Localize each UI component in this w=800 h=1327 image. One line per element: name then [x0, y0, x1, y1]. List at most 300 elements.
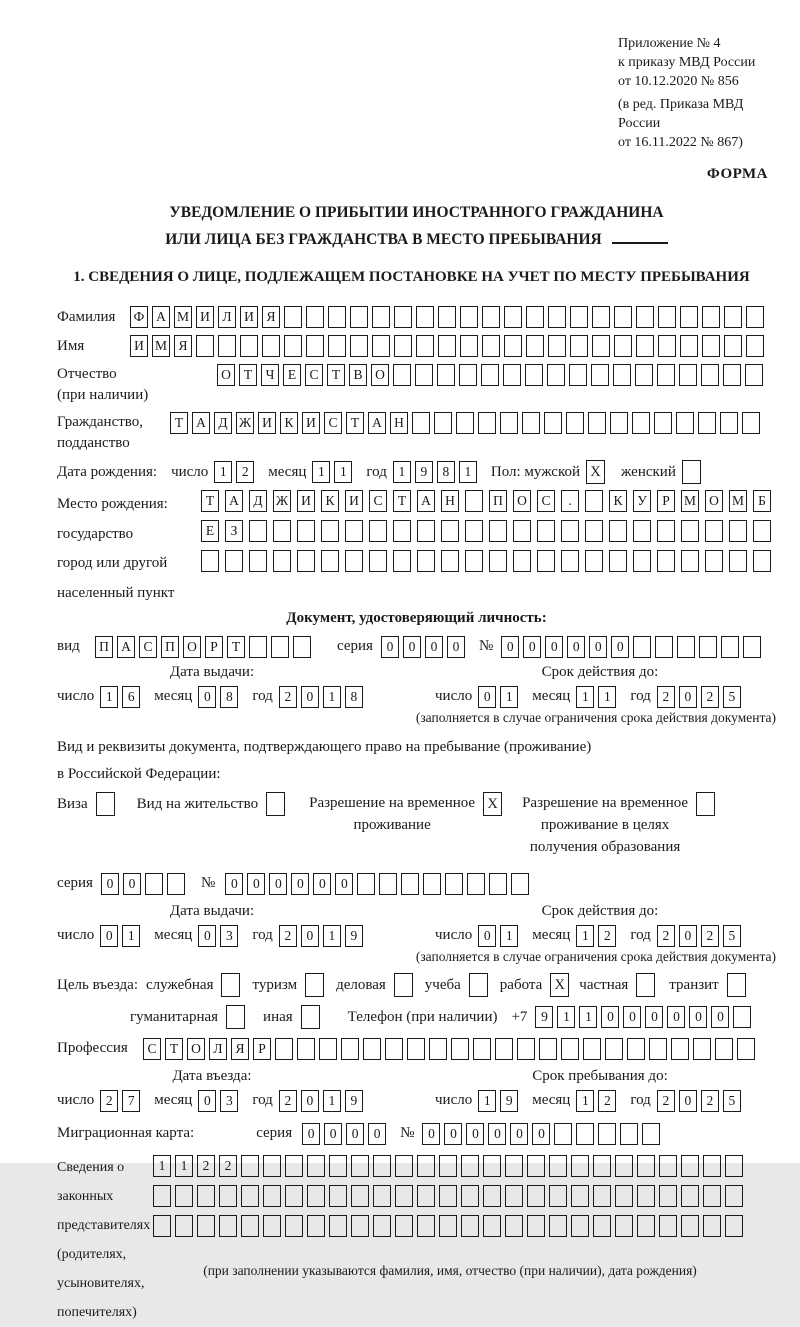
- surname-boxes-cell[interactable]: И: [240, 306, 258, 328]
- patronymic-boxes-cell[interactable]: Е: [283, 364, 301, 386]
- stay-issue-year-boxes-cell[interactable]: 2: [279, 925, 297, 947]
- representatives-row-3-cell[interactable]: [329, 1215, 347, 1237]
- citizenship-boxes-cell[interactable]: С: [324, 412, 342, 434]
- firstname-boxes-cell[interactable]: [658, 335, 676, 357]
- birth-place-row-3-cell[interactable]: [537, 550, 555, 572]
- representatives-row-3-cell[interactable]: [285, 1215, 303, 1237]
- representatives-row-3-cell[interactable]: [461, 1215, 479, 1237]
- firstname-boxes-cell[interactable]: [262, 335, 280, 357]
- citizenship-boxes-cell[interactable]: [654, 412, 672, 434]
- profession-boxes-cell[interactable]: [539, 1038, 557, 1060]
- representatives-row-1-cell[interactable]: [527, 1155, 545, 1177]
- birth-place-row-2-cell[interactable]: [729, 520, 747, 542]
- doc-number-boxes-cell[interactable]: [699, 636, 717, 658]
- representatives-row-1-cell[interactable]: [483, 1155, 501, 1177]
- birth-place-row-3-cell[interactable]: [681, 550, 699, 572]
- birth-place-row-2-cell[interactable]: [441, 520, 459, 542]
- stay-issue-month-boxes-cell[interactable]: 0: [198, 925, 216, 947]
- stay-number-boxes-cell[interactable]: [423, 873, 441, 895]
- birth-place-row-3-cell[interactable]: [633, 550, 651, 572]
- representatives-row-1-cell[interactable]: [549, 1155, 567, 1177]
- phone-boxes-cell[interactable]: 0: [601, 1006, 619, 1028]
- representatives-row-1-cell[interactable]: [461, 1155, 479, 1177]
- birth-place-row-1-cell[interactable]: Ж: [273, 490, 291, 512]
- identity-expiry-month-boxes-cell[interactable]: 1: [598, 686, 616, 708]
- phone-boxes-cell[interactable]: 0: [711, 1006, 729, 1028]
- birth-place-row-3-cell[interactable]: [273, 550, 291, 572]
- representatives-row-1-cell[interactable]: [593, 1155, 611, 1177]
- visa-checkbox[interactable]: [96, 792, 115, 816]
- identity-issue-year-boxes-cell[interactable]: 0: [301, 686, 319, 708]
- birth-place-row-1-cell[interactable]: [465, 490, 483, 512]
- birth-place-row-1-cell[interactable]: Б: [753, 490, 771, 512]
- surname-boxes-cell[interactable]: [614, 306, 632, 328]
- firstname-boxes-cell[interactable]: [746, 335, 764, 357]
- patronymic-boxes-cell[interactable]: [503, 364, 521, 386]
- patronymic-boxes-cell[interactable]: [569, 364, 587, 386]
- patronymic-boxes-cell[interactable]: [591, 364, 609, 386]
- phone-boxes-cell[interactable]: [733, 1006, 751, 1028]
- stay-expiry-year-boxes-cell[interactable]: 2: [657, 925, 675, 947]
- phone-boxes-cell[interactable]: 9: [535, 1006, 553, 1028]
- profession-boxes-cell[interactable]: О: [187, 1038, 205, 1060]
- citizenship-boxes-cell[interactable]: Д: [214, 412, 232, 434]
- doc-number-boxes-cell[interactable]: [721, 636, 739, 658]
- stay-number-boxes-cell[interactable]: 0: [313, 873, 331, 895]
- migration-number-boxes-cell[interactable]: [554, 1123, 572, 1145]
- citizenship-boxes-cell[interactable]: [676, 412, 694, 434]
- stay-number-boxes-cell[interactable]: [467, 873, 485, 895]
- representatives-row-1-cell[interactable]: 2: [219, 1155, 237, 1177]
- stay-until-year-boxes-cell[interactable]: 2: [657, 1090, 675, 1112]
- representatives-row-3-cell[interactable]: [241, 1215, 259, 1237]
- stay-number-boxes-cell[interactable]: [445, 873, 463, 895]
- citizenship-boxes-cell[interactable]: Н: [390, 412, 408, 434]
- surname-boxes-cell[interactable]: А: [152, 306, 170, 328]
- stay-expiry-day-boxes-cell[interactable]: 0: [478, 925, 496, 947]
- stay-until-year-boxes-cell[interactable]: 2: [701, 1090, 719, 1112]
- birth-place-row-3-cell[interactable]: [513, 550, 531, 572]
- identity-expiry-year-boxes-cell[interactable]: 2: [657, 686, 675, 708]
- citizenship-boxes-cell[interactable]: [588, 412, 606, 434]
- identity-issue-day-boxes-cell[interactable]: 1: [100, 686, 118, 708]
- representatives-row-3-cell[interactable]: [417, 1215, 435, 1237]
- surname-boxes-cell[interactable]: [416, 306, 434, 328]
- representatives-row-3-cell[interactable]: [527, 1215, 545, 1237]
- firstname-boxes-cell[interactable]: [548, 335, 566, 357]
- birth-place-row-3-cell[interactable]: [705, 550, 723, 572]
- surname-boxes-cell[interactable]: [702, 306, 720, 328]
- patronymic-boxes-cell[interactable]: [459, 364, 477, 386]
- doc-type-boxes-cell[interactable]: С: [139, 636, 157, 658]
- stay-expiry-month-boxes-cell[interactable]: 1: [576, 925, 594, 947]
- firstname-boxes-cell[interactable]: [702, 335, 720, 357]
- representatives-row-1-cell[interactable]: [659, 1155, 677, 1177]
- purpose-other-checkbox[interactable]: [301, 1005, 320, 1029]
- stay-series-boxes-cell[interactable]: 0: [123, 873, 141, 895]
- doc-type-boxes-cell[interactable]: А: [117, 636, 135, 658]
- representatives-row-2-cell[interactable]: [483, 1185, 501, 1207]
- rvp-education-checkbox[interactable]: [696, 792, 715, 816]
- birth-place-row-1-cell[interactable]: А: [225, 490, 243, 512]
- doc-type-boxes-cell[interactable]: Р: [205, 636, 223, 658]
- stay-number-boxes-cell[interactable]: 0: [335, 873, 353, 895]
- patronymic-boxes-cell[interactable]: Ч: [261, 364, 279, 386]
- birth-place-row-2-cell[interactable]: [633, 520, 651, 542]
- representatives-row-1-cell[interactable]: [505, 1155, 523, 1177]
- citizenship-boxes-cell[interactable]: [742, 412, 760, 434]
- profession-boxes-cell[interactable]: Т: [165, 1038, 183, 1060]
- representatives-row-3-cell[interactable]: [571, 1215, 589, 1237]
- citizenship-boxes-cell[interactable]: [610, 412, 628, 434]
- profession-boxes-cell[interactable]: Л: [209, 1038, 227, 1060]
- firstname-boxes-cell[interactable]: [592, 335, 610, 357]
- phone-boxes-cell[interactable]: 0: [667, 1006, 685, 1028]
- firstname-boxes-cell[interactable]: [350, 335, 368, 357]
- citizenship-boxes-cell[interactable]: [500, 412, 518, 434]
- citizenship-boxes-cell[interactable]: [566, 412, 584, 434]
- patronymic-boxes-cell[interactable]: [393, 364, 411, 386]
- birth-place-row-1-cell[interactable]: О: [705, 490, 723, 512]
- representatives-row-3-cell[interactable]: [659, 1215, 677, 1237]
- firstname-boxes-cell[interactable]: [724, 335, 742, 357]
- doc-type-boxes-cell[interactable]: [249, 636, 267, 658]
- migration-series-boxes-cell[interactable]: 0: [302, 1123, 320, 1145]
- migration-number-boxes-cell[interactable]: 0: [444, 1123, 462, 1145]
- birth-place-row-1-cell[interactable]: М: [729, 490, 747, 512]
- identity-issue-year-boxes-cell[interactable]: 8: [345, 686, 363, 708]
- birth-place-row-2-cell[interactable]: [465, 520, 483, 542]
- patronymic-boxes-cell[interactable]: [745, 364, 763, 386]
- entry-day-boxes-cell[interactable]: 2: [100, 1090, 118, 1112]
- birth-year-boxes-cell[interactable]: 1: [459, 461, 477, 483]
- representatives-row-1-cell[interactable]: [725, 1155, 743, 1177]
- representatives-row-2-cell[interactable]: [263, 1185, 281, 1207]
- birth-place-row-3-cell[interactable]: [225, 550, 243, 572]
- doc-series-boxes-cell[interactable]: 0: [403, 636, 421, 658]
- patronymic-boxes-cell[interactable]: С: [305, 364, 323, 386]
- birth-place-row-2-cell[interactable]: [345, 520, 363, 542]
- birth-place-row-3-cell[interactable]: [321, 550, 339, 572]
- stay-expiry-month-boxes-cell[interactable]: 2: [598, 925, 616, 947]
- birth-place-row-3-cell[interactable]: [441, 550, 459, 572]
- birth-place-row-2-cell[interactable]: [273, 520, 291, 542]
- gender-female-checkbox[interactable]: [682, 460, 701, 484]
- purpose-business-checkbox[interactable]: [394, 973, 413, 997]
- doc-number-boxes-cell[interactable]: 0: [589, 636, 607, 658]
- birth-place-row-2-cell[interactable]: [657, 520, 675, 542]
- stay-until-day-boxes-cell[interactable]: 9: [500, 1090, 518, 1112]
- citizenship-boxes-cell[interactable]: А: [192, 412, 210, 434]
- migration-number-boxes-cell[interactable]: 0: [422, 1123, 440, 1145]
- entry-day-boxes-cell[interactable]: 7: [122, 1090, 140, 1112]
- doc-type-boxes-cell[interactable]: П: [161, 636, 179, 658]
- representatives-row-2-cell[interactable]: [571, 1185, 589, 1207]
- surname-boxes-cell[interactable]: [724, 306, 742, 328]
- birth-place-row-2-cell[interactable]: [585, 520, 603, 542]
- representatives-row-1-cell[interactable]: [637, 1155, 655, 1177]
- entry-year-boxes-cell[interactable]: 1: [323, 1090, 341, 1112]
- birth-place-row-2-cell[interactable]: [297, 520, 315, 542]
- profession-boxes-cell[interactable]: [715, 1038, 733, 1060]
- birth-place-row-3-cell[interactable]: [489, 550, 507, 572]
- surname-boxes-cell[interactable]: [394, 306, 412, 328]
- profession-boxes-cell[interactable]: [319, 1038, 337, 1060]
- migration-number-boxes-cell[interactable]: [598, 1123, 616, 1145]
- entry-month-boxes-cell[interactable]: 0: [198, 1090, 216, 1112]
- representatives-row-2-cell[interactable]: [373, 1185, 391, 1207]
- profession-boxes-cell[interactable]: [583, 1038, 601, 1060]
- representatives-row-2-cell[interactable]: [681, 1185, 699, 1207]
- representatives-row-1-cell[interactable]: [439, 1155, 457, 1177]
- patronymic-boxes-cell[interactable]: [415, 364, 433, 386]
- surname-boxes-cell[interactable]: Л: [218, 306, 236, 328]
- surname-boxes-cell[interactable]: [328, 306, 346, 328]
- firstname-boxes-cell[interactable]: М: [152, 335, 170, 357]
- surname-boxes-cell[interactable]: [548, 306, 566, 328]
- stay-number-boxes-cell[interactable]: 0: [247, 873, 265, 895]
- migration-series-boxes-cell[interactable]: 0: [324, 1123, 342, 1145]
- representatives-row-2-cell[interactable]: [395, 1185, 413, 1207]
- citizenship-boxes-cell[interactable]: [522, 412, 540, 434]
- migration-number-boxes-cell[interactable]: 0: [532, 1123, 550, 1145]
- representatives-row-1-cell[interactable]: [329, 1155, 347, 1177]
- doc-number-boxes-cell[interactable]: [743, 636, 761, 658]
- citizenship-boxes-cell[interactable]: И: [302, 412, 320, 434]
- stay-series-boxes-cell[interactable]: 0: [101, 873, 119, 895]
- representatives-row-1-cell[interactable]: 1: [175, 1155, 193, 1177]
- representatives-row-2-cell[interactable]: [549, 1185, 567, 1207]
- profession-boxes-cell[interactable]: [297, 1038, 315, 1060]
- birth-day-boxes-cell[interactable]: 2: [236, 461, 254, 483]
- surname-boxes-cell[interactable]: [438, 306, 456, 328]
- stay-issue-year-boxes-cell[interactable]: 0: [301, 925, 319, 947]
- patronymic-boxes-cell[interactable]: [657, 364, 675, 386]
- firstname-boxes-cell[interactable]: [284, 335, 302, 357]
- surname-boxes-cell[interactable]: [482, 306, 500, 328]
- citizenship-boxes-cell[interactable]: [456, 412, 474, 434]
- identity-issue-year-boxes-cell[interactable]: 1: [323, 686, 341, 708]
- firstname-boxes-cell[interactable]: [394, 335, 412, 357]
- identity-expiry-day-boxes-cell[interactable]: 0: [478, 686, 496, 708]
- patronymic-boxes-cell[interactable]: Т: [327, 364, 345, 386]
- birth-place-row-1-cell[interactable]: Д: [249, 490, 267, 512]
- surname-boxes-cell[interactable]: Ф: [130, 306, 148, 328]
- doc-number-boxes-cell[interactable]: 0: [523, 636, 541, 658]
- firstname-boxes-cell[interactable]: [416, 335, 434, 357]
- citizenship-boxes-cell[interactable]: А: [368, 412, 386, 434]
- surname-boxes-cell[interactable]: [680, 306, 698, 328]
- firstname-boxes-cell[interactable]: И: [130, 335, 148, 357]
- profession-boxes-cell[interactable]: С: [143, 1038, 161, 1060]
- surname-boxes-cell[interactable]: [526, 306, 544, 328]
- birth-place-row-1-cell[interactable]: [585, 490, 603, 512]
- representatives-row-3-cell[interactable]: [681, 1215, 699, 1237]
- doc-series-boxes-cell[interactable]: 0: [381, 636, 399, 658]
- citizenship-boxes-cell[interactable]: Т: [170, 412, 188, 434]
- profession-boxes-cell[interactable]: Р: [253, 1038, 271, 1060]
- firstname-boxes-cell[interactable]: [460, 335, 478, 357]
- purpose-official-checkbox[interactable]: [221, 973, 240, 997]
- stay-issue-day-boxes-cell[interactable]: 0: [100, 925, 118, 947]
- representatives-row-2-cell[interactable]: [659, 1185, 677, 1207]
- birth-month-boxes-cell[interactable]: 1: [334, 461, 352, 483]
- representatives-row-3-cell[interactable]: [725, 1215, 743, 1237]
- stay-series-boxes-cell[interactable]: [145, 873, 163, 895]
- migration-number-boxes-cell[interactable]: 0: [466, 1123, 484, 1145]
- representatives-row-2-cell[interactable]: [307, 1185, 325, 1207]
- profession-boxes-cell[interactable]: [627, 1038, 645, 1060]
- birth-place-row-1-cell[interactable]: К: [609, 490, 627, 512]
- representatives-row-1-cell[interactable]: [263, 1155, 281, 1177]
- profession-boxes-cell[interactable]: [275, 1038, 293, 1060]
- patronymic-boxes-cell[interactable]: Т: [239, 364, 257, 386]
- representatives-row-2-cell[interactable]: [153, 1185, 171, 1207]
- representatives-row-1-cell[interactable]: [571, 1155, 589, 1177]
- profession-boxes-cell[interactable]: [693, 1038, 711, 1060]
- birth-place-row-1-cell[interactable]: К: [321, 490, 339, 512]
- representatives-row-2-cell[interactable]: [461, 1185, 479, 1207]
- stay-issue-year-boxes-cell[interactable]: 1: [323, 925, 341, 947]
- birth-place-row-3-cell[interactable]: [609, 550, 627, 572]
- representatives-row-2-cell[interactable]: [417, 1185, 435, 1207]
- entry-year-boxes-cell[interactable]: 9: [345, 1090, 363, 1112]
- representatives-row-1-cell[interactable]: [307, 1155, 325, 1177]
- representatives-row-1-cell[interactable]: [285, 1155, 303, 1177]
- profession-boxes-cell[interactable]: [649, 1038, 667, 1060]
- profession-boxes-cell[interactable]: [517, 1038, 535, 1060]
- representatives-row-2-cell[interactable]: [219, 1185, 237, 1207]
- firstname-boxes-cell[interactable]: [636, 335, 654, 357]
- patronymic-boxes-cell[interactable]: В: [349, 364, 367, 386]
- entry-month-boxes-cell[interactable]: 3: [220, 1090, 238, 1112]
- representatives-row-3-cell[interactable]: [197, 1215, 215, 1237]
- birth-year-boxes-cell[interactable]: 9: [415, 461, 433, 483]
- firstname-boxes-cell[interactable]: [482, 335, 500, 357]
- birth-year-boxes-cell[interactable]: 8: [437, 461, 455, 483]
- phone-boxes-cell[interactable]: 0: [623, 1006, 641, 1028]
- birth-place-row-3-cell[interactable]: [297, 550, 315, 572]
- patronymic-boxes-cell[interactable]: О: [371, 364, 389, 386]
- profession-boxes-cell[interactable]: [363, 1038, 381, 1060]
- birth-place-row-3-cell[interactable]: [585, 550, 603, 572]
- birth-place-row-3-cell[interactable]: [201, 550, 219, 572]
- representatives-row-2-cell[interactable]: [725, 1185, 743, 1207]
- firstname-boxes-cell[interactable]: [328, 335, 346, 357]
- surname-boxes-cell[interactable]: М: [174, 306, 192, 328]
- birth-place-row-3-cell[interactable]: [249, 550, 267, 572]
- firstname-boxes-cell[interactable]: [504, 335, 522, 357]
- patronymic-boxes-cell[interactable]: [437, 364, 455, 386]
- representatives-row-2-cell[interactable]: [439, 1185, 457, 1207]
- citizenship-boxes-cell[interactable]: И: [258, 412, 276, 434]
- birth-place-row-2-cell[interactable]: Е: [201, 520, 219, 542]
- doc-series-boxes-cell[interactable]: 0: [425, 636, 443, 658]
- identity-issue-month-boxes-cell[interactable]: 0: [198, 686, 216, 708]
- gender-male-checkbox[interactable]: X: [586, 460, 605, 484]
- doc-number-boxes-cell[interactable]: 0: [501, 636, 519, 658]
- firstname-boxes-cell[interactable]: [680, 335, 698, 357]
- representatives-row-2-cell[interactable]: [703, 1185, 721, 1207]
- doc-number-boxes-cell[interactable]: 0: [567, 636, 585, 658]
- doc-type-boxes-cell[interactable]: Т: [227, 636, 245, 658]
- representatives-row-3-cell[interactable]: [395, 1215, 413, 1237]
- birth-place-row-2-cell[interactable]: [609, 520, 627, 542]
- citizenship-boxes-cell[interactable]: Ж: [236, 412, 254, 434]
- firstname-boxes-cell[interactable]: [218, 335, 236, 357]
- purpose-private-checkbox[interactable]: [636, 973, 655, 997]
- doc-series-boxes-cell[interactable]: 0: [447, 636, 465, 658]
- representatives-row-2-cell[interactable]: [637, 1185, 655, 1207]
- birth-place-row-1-cell[interactable]: Т: [393, 490, 411, 512]
- stay-series-boxes-cell[interactable]: [167, 873, 185, 895]
- stay-expiry-year-boxes-cell[interactable]: 0: [679, 925, 697, 947]
- surname-boxes-cell[interactable]: [636, 306, 654, 328]
- surname-boxes-cell[interactable]: [592, 306, 610, 328]
- birth-place-row-1-cell[interactable]: Р: [657, 490, 675, 512]
- residence-permit-checkbox[interactable]: [266, 792, 285, 816]
- birth-place-row-2-cell[interactable]: [369, 520, 387, 542]
- representatives-row-3-cell[interactable]: [549, 1215, 567, 1237]
- birth-place-row-3-cell[interactable]: [393, 550, 411, 572]
- patronymic-boxes-cell[interactable]: [723, 364, 741, 386]
- birth-place-row-2-cell[interactable]: З: [225, 520, 243, 542]
- identity-issue-year-boxes-cell[interactable]: 2: [279, 686, 297, 708]
- stay-number-boxes-cell[interactable]: [489, 873, 507, 895]
- patronymic-boxes-cell[interactable]: [679, 364, 697, 386]
- stay-number-boxes-cell[interactable]: [357, 873, 375, 895]
- birth-place-row-1-cell[interactable]: А: [417, 490, 435, 512]
- citizenship-boxes-cell[interactable]: [544, 412, 562, 434]
- citizenship-boxes-cell[interactable]: [698, 412, 716, 434]
- purpose-work-checkbox[interactable]: X: [550, 973, 569, 997]
- representatives-row-2-cell[interactable]: [241, 1185, 259, 1207]
- profession-boxes-cell[interactable]: [407, 1038, 425, 1060]
- migration-number-boxes-cell[interactable]: [642, 1123, 660, 1145]
- birth-place-row-1-cell[interactable]: О: [513, 490, 531, 512]
- birth-place-row-1-cell[interactable]: С: [369, 490, 387, 512]
- firstname-boxes-cell[interactable]: [372, 335, 390, 357]
- representatives-row-2-cell[interactable]: [615, 1185, 633, 1207]
- representatives-row-2-cell[interactable]: [329, 1185, 347, 1207]
- birth-place-row-1-cell[interactable]: М: [681, 490, 699, 512]
- doc-type-boxes-cell[interactable]: [271, 636, 289, 658]
- citizenship-boxes-cell[interactable]: [720, 412, 738, 434]
- citizenship-boxes-cell[interactable]: [632, 412, 650, 434]
- representatives-row-1-cell[interactable]: [351, 1155, 369, 1177]
- entry-year-boxes-cell[interactable]: 2: [279, 1090, 297, 1112]
- birth-place-row-3-cell[interactable]: [561, 550, 579, 572]
- profession-boxes-cell[interactable]: [671, 1038, 689, 1060]
- migration-series-boxes-cell[interactable]: 0: [346, 1123, 364, 1145]
- birth-place-row-2-cell[interactable]: [393, 520, 411, 542]
- patronymic-boxes-cell[interactable]: [481, 364, 499, 386]
- birth-place-row-1-cell[interactable]: И: [345, 490, 363, 512]
- identity-expiry-year-boxes-cell[interactable]: 0: [679, 686, 697, 708]
- patronymic-boxes-cell[interactable]: [547, 364, 565, 386]
- phone-boxes-cell[interactable]: 0: [689, 1006, 707, 1028]
- stay-issue-year-boxes-cell[interactable]: 9: [345, 925, 363, 947]
- stay-number-boxes-cell[interactable]: 0: [269, 873, 287, 895]
- stay-number-boxes-cell[interactable]: [511, 873, 529, 895]
- migration-series-boxes-cell[interactable]: 0: [368, 1123, 386, 1145]
- representatives-row-2-cell[interactable]: [505, 1185, 523, 1207]
- birth-place-row-1-cell[interactable]: У: [633, 490, 651, 512]
- doc-number-boxes-cell[interactable]: [677, 636, 695, 658]
- representatives-row-2-cell[interactable]: [197, 1185, 215, 1207]
- representatives-row-3-cell[interactable]: [373, 1215, 391, 1237]
- profession-boxes-cell[interactable]: [495, 1038, 513, 1060]
